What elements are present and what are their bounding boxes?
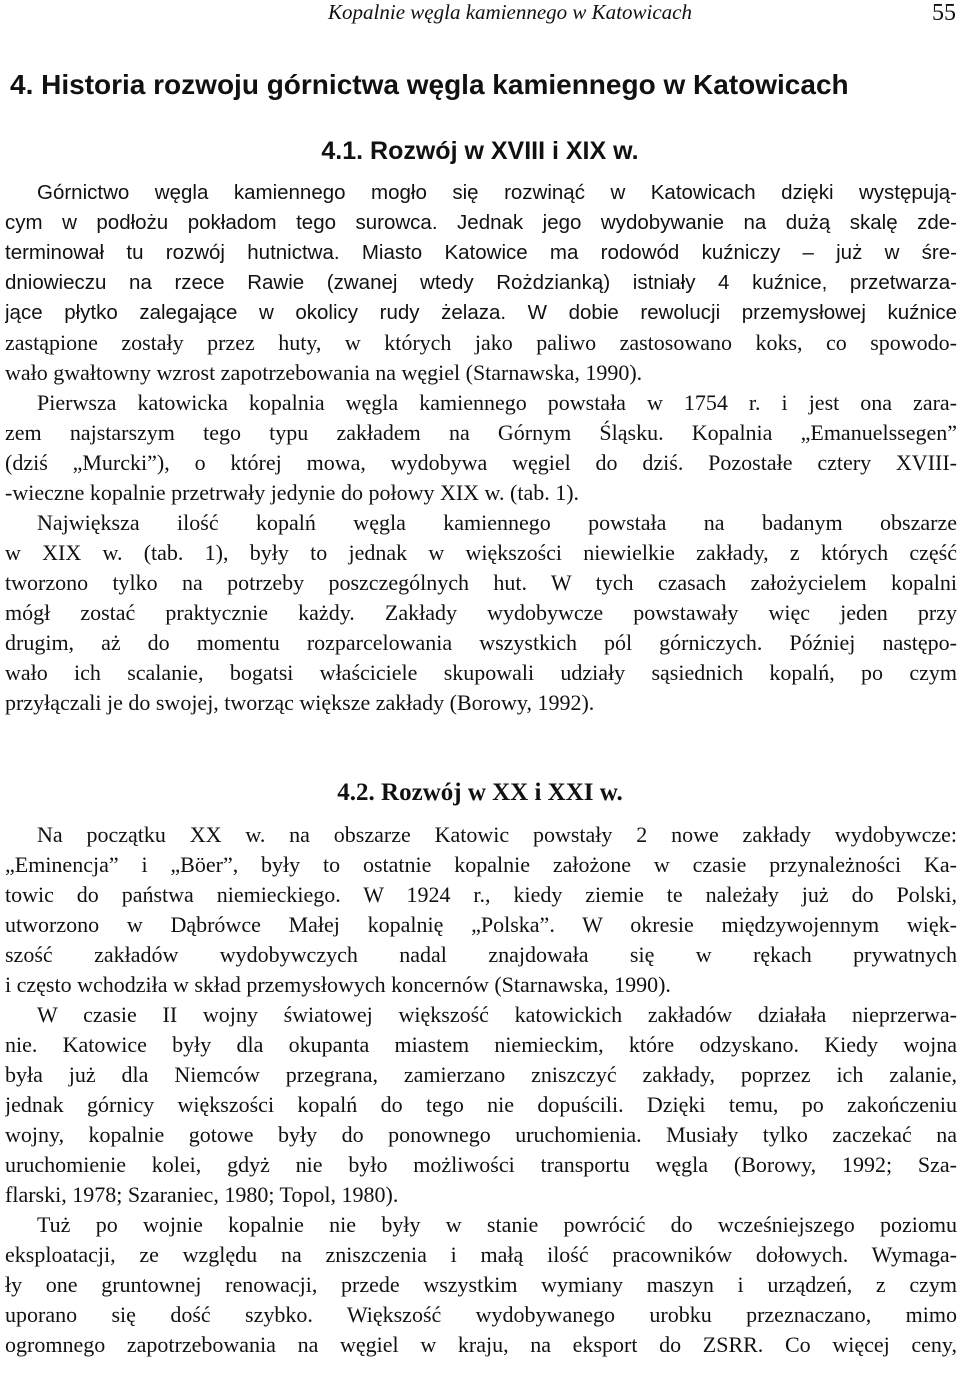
text-line: zem najstarszym tego typu zakładem na Górnym Śląsku. Kopalnia „Emanuelssegen” [5, 420, 957, 445]
text-line: w XIX w. (tab. 1), były to jednak w większości niewielkie zakłady, z których część [5, 540, 957, 565]
text-line: wało gwałtowny wzrost zapotrzebowania na węgiel (Starnawska, 1990). [5, 360, 643, 385]
text-line: jednak górnicy większości kopalń do tego nie dopuścili. Dzięki temu, po zakończeniu [5, 1092, 957, 1117]
section-title-4-1: 4.1. Rozwój w XVIII i XIX w. [321, 137, 639, 165]
text-line: eksploatacji, ze względu na zniszczenia i małą ilość pracowników dołowych. Wymaga- [5, 1242, 957, 1267]
text-line: Największa ilość kopalń węgla kamiennego powstała na badanym obszarze [37, 510, 957, 535]
text-line: uruchomienie kolei, gdyż nie było możliwości transportu węgla (Borowy, 1992; Sza- [5, 1152, 957, 1177]
text-line: flarski, 1978; Szaraniec, 1980; Topol, 1980). [5, 1182, 399, 1207]
text-line: (dziś „Murcki”), o której mowa, wydobywa węgiel do dziś. Pozostałe cztery XVIII- [5, 450, 957, 475]
text-line: dniowieczu na rzece Rawie (zwanej wtedy Rożdzianką) istniały 4 kuźnice, przetwarza- [5, 271, 957, 294]
page-number: 55 [932, 0, 956, 26]
running-title: Kopalnie węgla kamiennego w Katowicach [328, 0, 692, 24]
section-title-4-2: 4.2. Rozwój w XX i XXI w. [337, 779, 623, 806]
text-line: „Eminencja” i „Böer”, były to ostatnie kopalnie założone w czasie przynależności Ka- [5, 852, 957, 877]
text-line: uporano się dość szybko. Większość wydobywanego urobku przeznaczano, mimo [5, 1302, 957, 1327]
section-4-2-body [5, 820, 957, 1360]
text-line: Na początku XX w. na obszarze Katowic powstały 2 nowe zakłady wydobywcze: [37, 822, 957, 847]
text-line: Pierwsza katowicka kopalnia węgla kamiennego powstała w 1754 r. i jest ona zara- [37, 390, 957, 415]
text-line: utworzono w Dąbrówce Małej kopalnię „Polska”. W okresie międzywojennym więk- [5, 912, 957, 937]
text-line: szość zakładów wydobywczych nadal znajdowała się w rękach prywatnych [5, 942, 957, 967]
text-line: -wieczne kopalnie przetrwały jedynie do połowy XIX w. (tab. 1). [5, 480, 580, 505]
text-line: cym w podłożu pokładom tego surowca. Jednak jego wydobywanie na dużą skalę zde- [5, 211, 957, 234]
text-line: zastąpione zostały przez huty, w których jako paliwo zastosowano koks, co spowodo- [5, 330, 957, 355]
text-line: terminował tu rozwój hutnictwa. Miasto Katowice ma rodowód kuźniczy – już w śre- [5, 241, 957, 264]
text-line: była już dla Niemców przegrana, zamierzano zniszczyć zakłady, poprzez ich zalanie, [5, 1062, 957, 1087]
text-line: ły one gruntownej renowacji, przede wszystkim wymiany maszyn i urządzeń, z czym [5, 1272, 957, 1297]
text-line: przyłączali je do swojej, tworząc większe zakłady (Borowy, 1992). [5, 690, 595, 715]
text-line: jące płytko zalegające w okolicy rudy żelaza. W dobie rewolucji przemysłowej kuźnice [5, 301, 957, 324]
running-header [0, 0, 960, 30]
text-line: towic do państwa niemieckiego. W 1924 r., kiedy ziemie te należały już do Polski, [5, 882, 957, 907]
text-line: ogromnego zapotrzebowania na węgiel w kraju, na eksport do ZSRR. Co więcej ceny, [5, 1332, 957, 1357]
section-4-1-body [5, 178, 957, 718]
text-line: nie. Katowice były dla okupanta miastem niemieckim, które odzyskano. Kiedy wojna [5, 1032, 957, 1057]
text-line: drugim, aż do momentu rozparcelowania wszystkich pól górniczych. Później następo- [5, 630, 957, 655]
text-line: Górnictwo węgla kamiennego mogło się rozwinąć w Katowicach dzięki występują- [37, 181, 957, 204]
text-line: tworzono tylko na potrzeby poszczególnych hut. W tych czasach założycielem kopalni [5, 570, 957, 595]
text-line: i często wchodziła w skład przemysłowych koncernów (Starnawska, 1990). [5, 972, 671, 997]
text-line: wojny, kopalnie gotowe były do ponownego uruchomienia. Musiały tylko zaczekać na [5, 1122, 957, 1147]
text-line: W czasie II wojny światowej większość katowickich zakładów działała nieprzerwa- [37, 1002, 957, 1027]
text-line: mógł zostać praktycznie każdy. Zakłady wydobywcze powstawały więc jeden przy [5, 600, 957, 625]
chapter-title: 4. Historia rozwoju górnictwa węgla kamiennego w Katowicach [10, 69, 849, 100]
text-line: wało ich scalanie, bogatsi właściciele skupowali udziały sąsiednich kopalń, po czym [5, 660, 957, 685]
text-line: Tuż po wojnie kopalnie nie były w stanie powrócić do wcześniejszego poziomu [37, 1212, 957, 1237]
